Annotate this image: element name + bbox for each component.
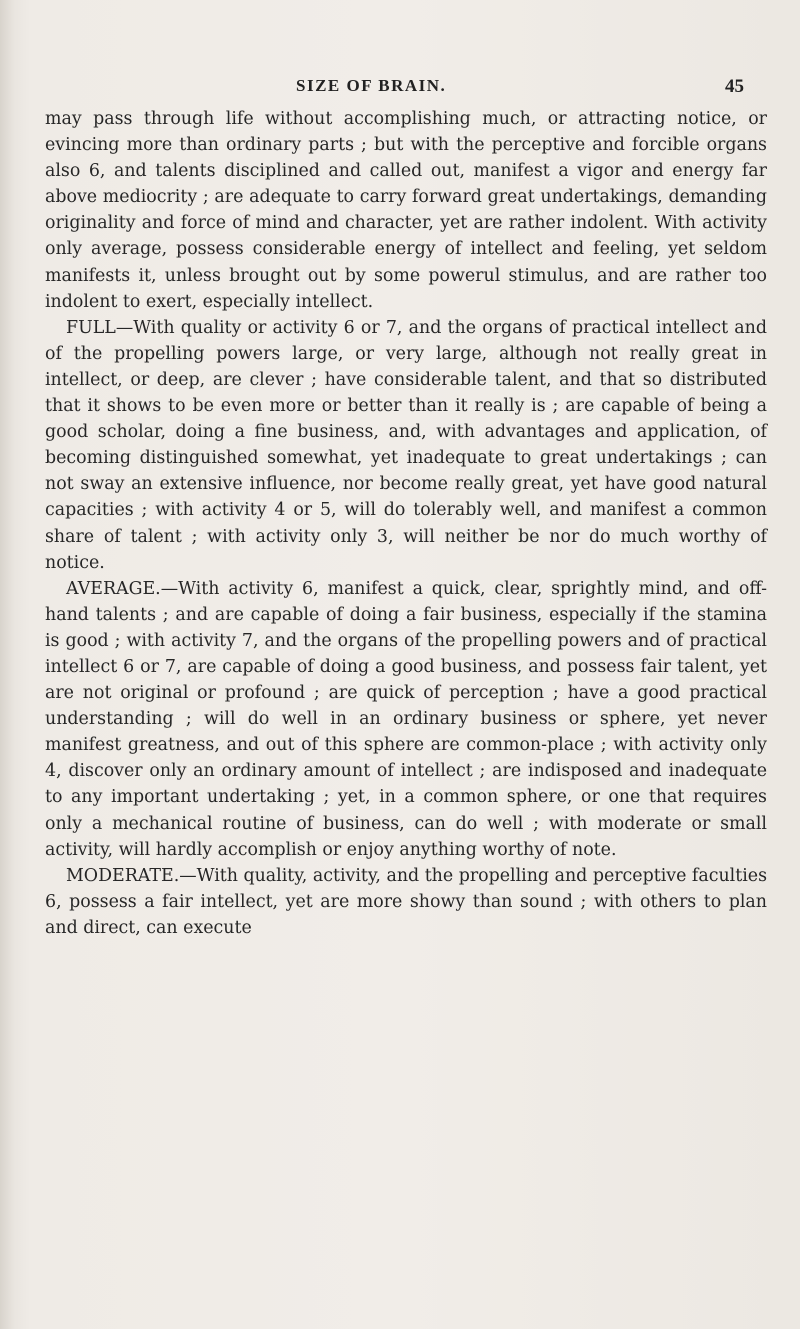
body-text [45,106,767,941]
page-header [0,76,800,106]
paragraph-text: —With quality or activity 6 or 7, and the organs of practical intellect and of the propelling powers large, or very large, although not really great in intellect, or deep, are clever ; have considerable talent, and that so distributed that it shows to be even more or better than it really is ; are capable of being a good scholar, doing a fine business, and, with advantages and application, of becoming distinguished somewhat, yet inadequate to great undertakings ; can not sway an extensive influence, nor become really great, yet have good natural capacities ; with activity 4 or 5, will do tolerably well, and manifest a common share of talent ; with activity only 3, will neither be nor do much worthy of notice. [45,317,767,573]
paragraph-text: may pass through life without accomplishing much, or attracting notice, or evincing more than ordinary parts ; but with the perceptive and forcible organs also 6, and talents disciplined and called out, manifest a vigor and energy far above mediocrity ; are adequate to carry forward great undertakings, demanding originality and force of mind and character, yet are rather indolent. With activity only average, possess considerable energy of intellect and feeling, yet seldom manifests it, unless brought out by some powerul stimulus, and are rather too indolent to exert, especially intellect. [45,109,767,312]
paragraph-heading: MODERATE. [66,865,180,886]
paragraph-continuation [45,106,767,315]
running-title: SIZE OF BRAIN. [296,76,447,95]
paragraph-full [45,315,767,576]
paragraph-heading: FULL [66,317,116,338]
paragraph-text: —With quality, activity, and the propelling and perceptive faculties 6, possess a fair intellect, yet are more showy than sound ; with others to plan and direct, can execute [45,865,767,938]
paragraph-moderate [45,863,767,941]
page-gutter-shadow [0,0,14,1329]
paragraph-average [45,576,767,863]
paragraph-text: —With activity 6, manifest a quick, clear, sprightly mind, and off-hand talents ; and are capable of doing a fair business, especially if the stamina is good ; with activity 7, and the organs of the propelling powers and of practical intellect 6 or 7, are capable of doing a good business, and possess fair talent, yet are not original or profound ; are quick of perception ; have a good practical understanding ; will do well in an ordinary business or sphere, yet never manifest greatness, and out of this sphere are common-place ; with activity only 4, discover only an ordinary amount of intellect ; are indisposed and inadequate to any important undertaking ; yet, in a common sphere, or one that requires only a mechanical routine of business, can do well ; with moderate or small activity, will hardly accomplish or enjoy anything worthy of note. [45,578,767,860]
page-number: 45 [725,76,744,97]
paragraph-heading: AVERAGE. [66,578,161,599]
